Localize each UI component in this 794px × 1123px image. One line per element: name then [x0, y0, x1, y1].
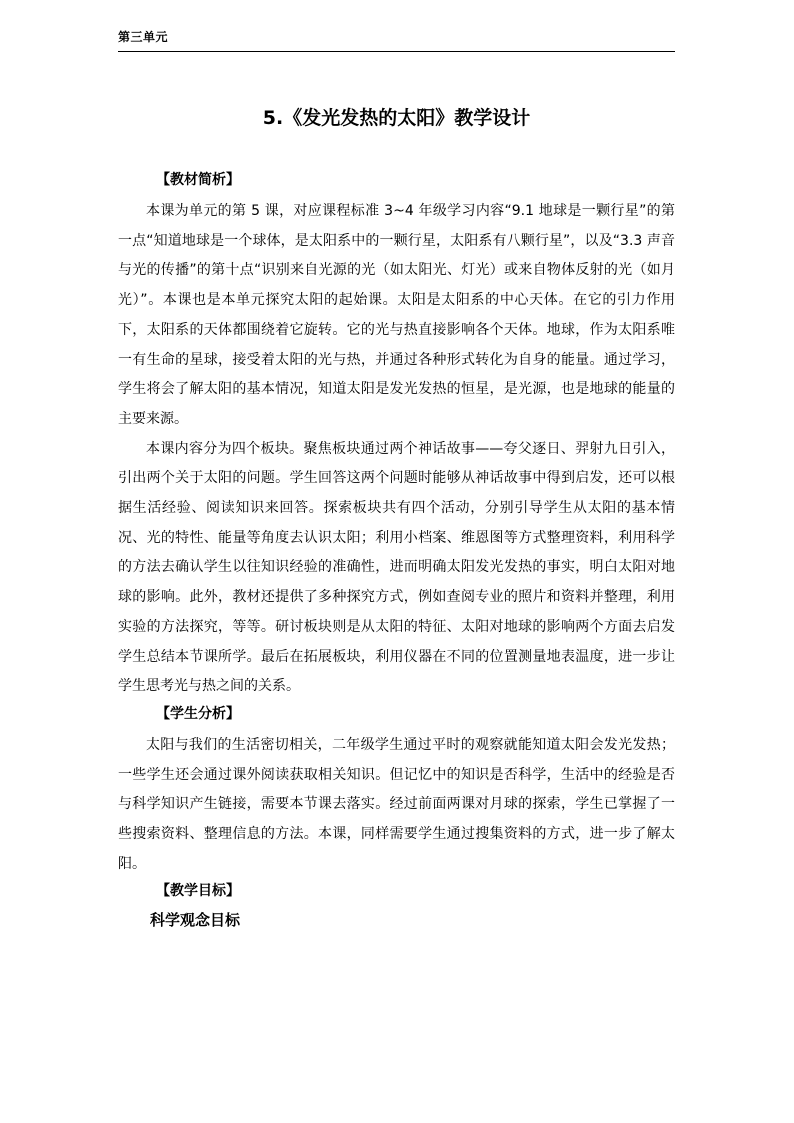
section-heading-textbook-analysis: 【教材简析】 — [156, 172, 240, 188]
paragraph: 本课内容分为四个板块。聚焦板块通过两个神话故事——夸父逐日、羿射九日引入，引出两个关于太阳的问题。学生回答这两个问题时能够从神话故事中得到启发，还可以根据生活经验、阅读知识来回答。探索板块共有四个活动，分别引导学生从太阳的基本情况、光的特性、能量等角度去认识太阳；利用小档案、维恩图等方式整理资料，利用科学的方法去确认学生以往知识经验的准确性，进而明确太阳发光发热的事实，明白太阳对地球的影响。此外，教材还提供了多种探究方式，例如查阅专业的照片和资料并整理，利用实验的方法探究，等等。研讨板块则是从太阳的特征、太阳对地球的影响两个方面去启发学生总结本节课所学。最后在拓展板块，利用仪器在不同的位置测量地表温度，进一步让学生思考光与热之间的关系。 — [118, 440, 675, 695]
document-body — [118, 168, 675, 932]
header-divider — [118, 51, 675, 52]
paragraph: 太阳与我们的生活密切相关，二年级学生通过平时的观察就能知道太阳会发光发热；一些学生还会通过课外阅读获取相关知识。但记忆中的知识是否科学，生活中的经验是否与科学知识产生链接，需要本节课去落实。经过前面两课对月球的探索，学生已掌握了一些搜索资料、整理信息的方法。本课，同样需要学生通过搜集资料的方式，进一步了解太阳。 — [118, 736, 675, 872]
paragraph: 本课为单元的第 5 课，对应课程标准 3~4 年级学习内容“9.1 地球是一颗行星”的第一点“知道地球是一个球体，是太阳系中的一颗行星，太阳系有八颗行星”，以及“3.3 声音与光的传播”的第十点“识别来自光源的光（如太阳光、灯光）或来自物体反射的光（如月光）”。本课也是本单元探究太阳的起始课。太阳是太阳系的中心天体。在它的引力作用下，太阳系的天体都围绕着它旋转。它的光与热直接影响各个天体。地球，作为太阳系唯一有生命的星球，接受着太阳的光与热，并通过各种形式转化为自身的能量。通过学习，学生将会了解太阳的基本情况，知道太阳是发光发热的恒星，是光源，也是地球的能量的主要来源。 — [118, 203, 675, 427]
unit-label: 第三单元 — [118, 30, 169, 44]
document-title: 5.《发光发热的太阳》教学设计 — [262, 107, 531, 129]
section-heading-student-analysis: 【学生分析】 — [156, 705, 240, 722]
section-heading-teaching-goals: 【教学目标】 — [156, 883, 240, 900]
sub-heading-science-concept-goals: 科学观念目标 — [150, 911, 241, 930]
